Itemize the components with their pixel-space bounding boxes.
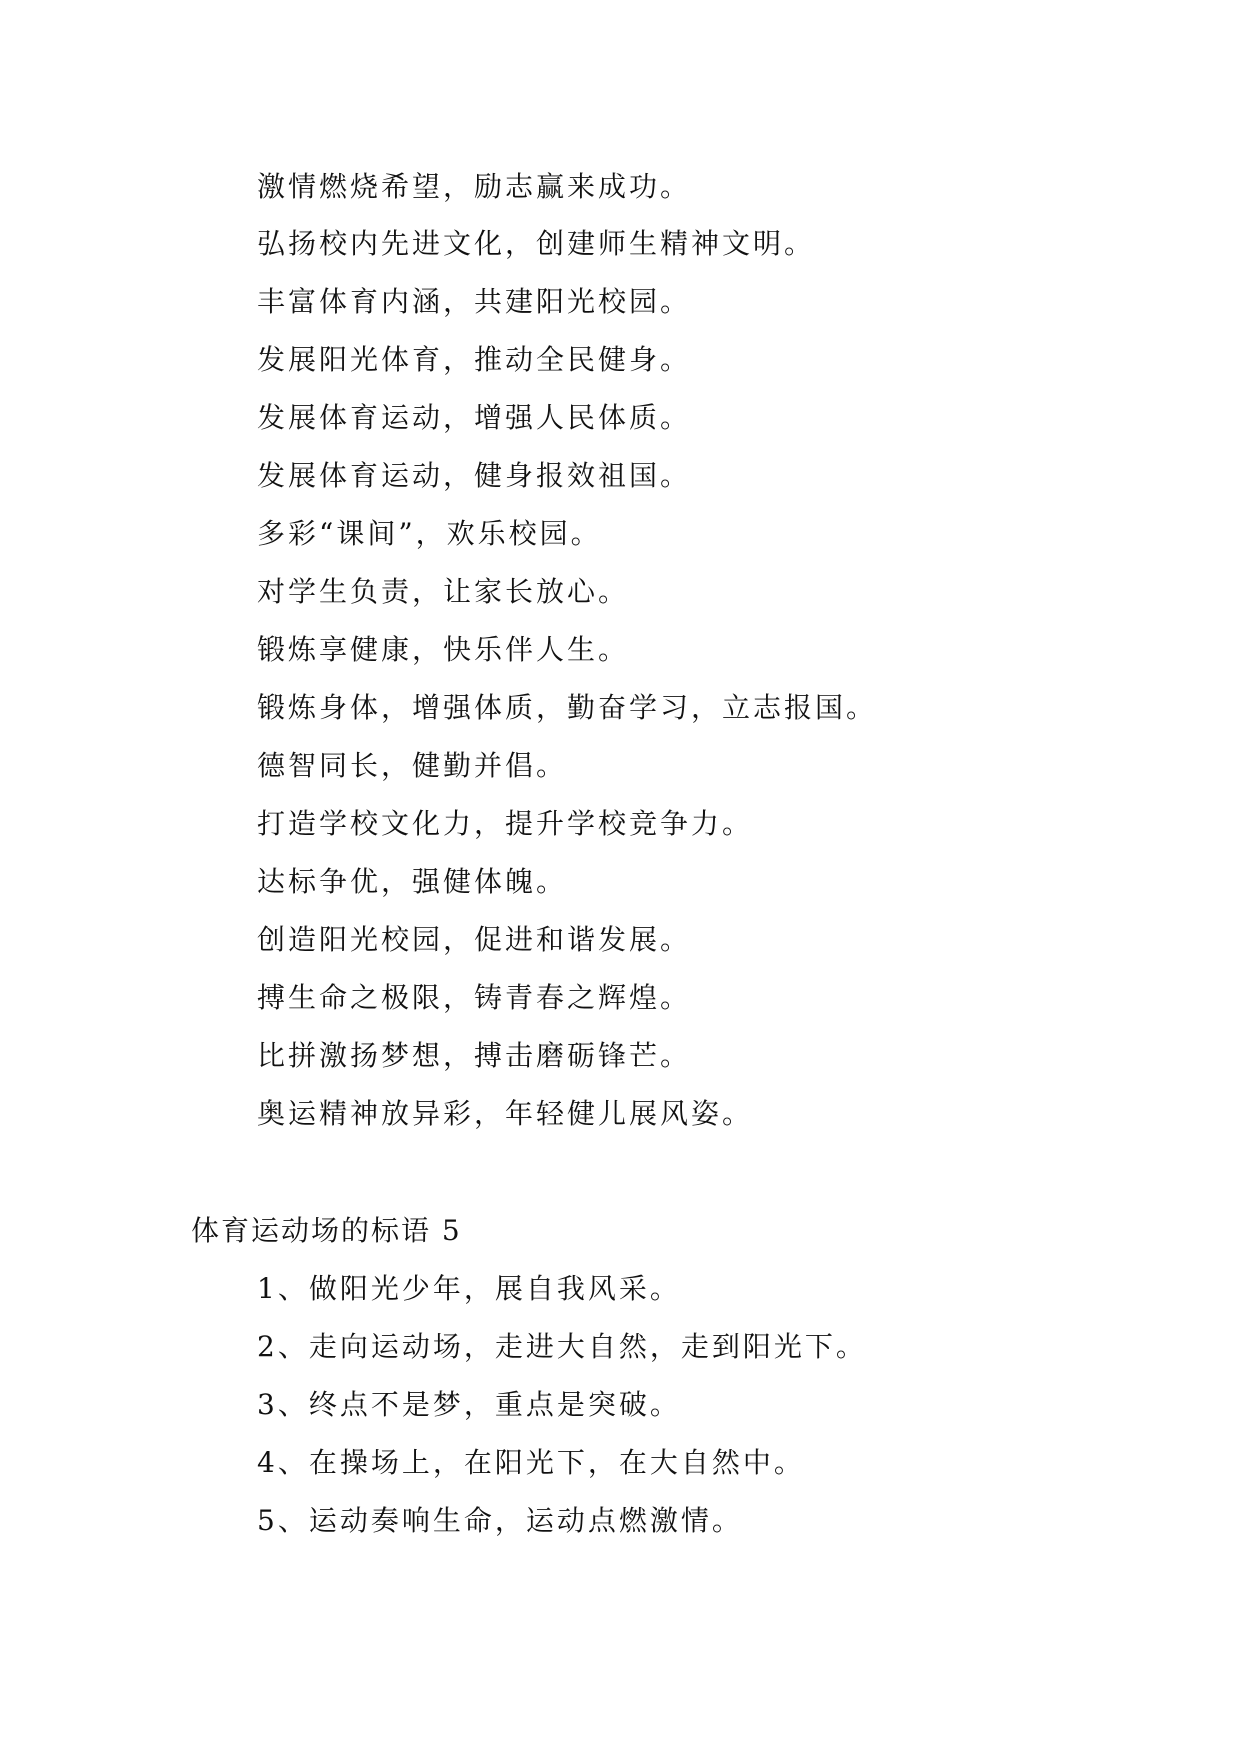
slogan-line: 搏生命之极限，铸青春之辉煌。 <box>257 981 692 1014</box>
slogan-line: 发展体育运动，健身报效祖国。 <box>257 459 692 492</box>
slogan-line: 锻炼身体，增强体质，勤奋学习，立志报国。 <box>257 691 878 724</box>
slogan-line: 弘扬校内先进文化，创建师生精神文明。 <box>257 227 816 260</box>
numbered-item: 5、运动奏响生命，运动点燃激情。 <box>257 1504 743 1537</box>
slogan-line: 打造学校文化力，提升学校竞争力。 <box>257 807 754 840</box>
slogan-line: 丰富体育内涵，共建阳光校园。 <box>257 285 692 318</box>
numbered-item: 3、终点不是梦，重点是突破。 <box>257 1388 681 1421</box>
section-heading: 体育运动场的标语 5 <box>191 1214 462 1247</box>
slogan-line: 发展阳光体育，推动全民健身。 <box>257 343 692 376</box>
slogan-line: 多彩“课间”，欢乐校园。 <box>257 517 602 550</box>
numbered-item: 1、做阳光少年，展自我风采。 <box>257 1272 681 1305</box>
slogan-line: 激情燃烧希望，励志赢来成功。 <box>257 170 692 203</box>
numbered-item: 2、走向运动场，走进大自然，走到阳光下。 <box>257 1330 867 1363</box>
slogan-line: 对学生负责，让家长放心。 <box>257 575 630 608</box>
slogan-line: 发展体育运动，增强人民体质。 <box>257 401 692 434</box>
slogan-line: 锻炼享健康，快乐伴人生。 <box>257 633 630 666</box>
numbered-item: 4、在操场上，在阳光下，在大自然中。 <box>257 1446 805 1479</box>
slogan-line: 达标争优，强健体魄。 <box>257 865 568 898</box>
slogan-line: 创造阳光校园，促进和谐发展。 <box>257 923 692 956</box>
slogan-line: 比拼激扬梦想，搏击磨砺锋芒。 <box>257 1039 692 1072</box>
slogan-line: 德智同长，健勤并倡。 <box>257 749 568 782</box>
slogan-line: 奥运精神放异彩，年轻健儿展风姿。 <box>257 1097 754 1130</box>
